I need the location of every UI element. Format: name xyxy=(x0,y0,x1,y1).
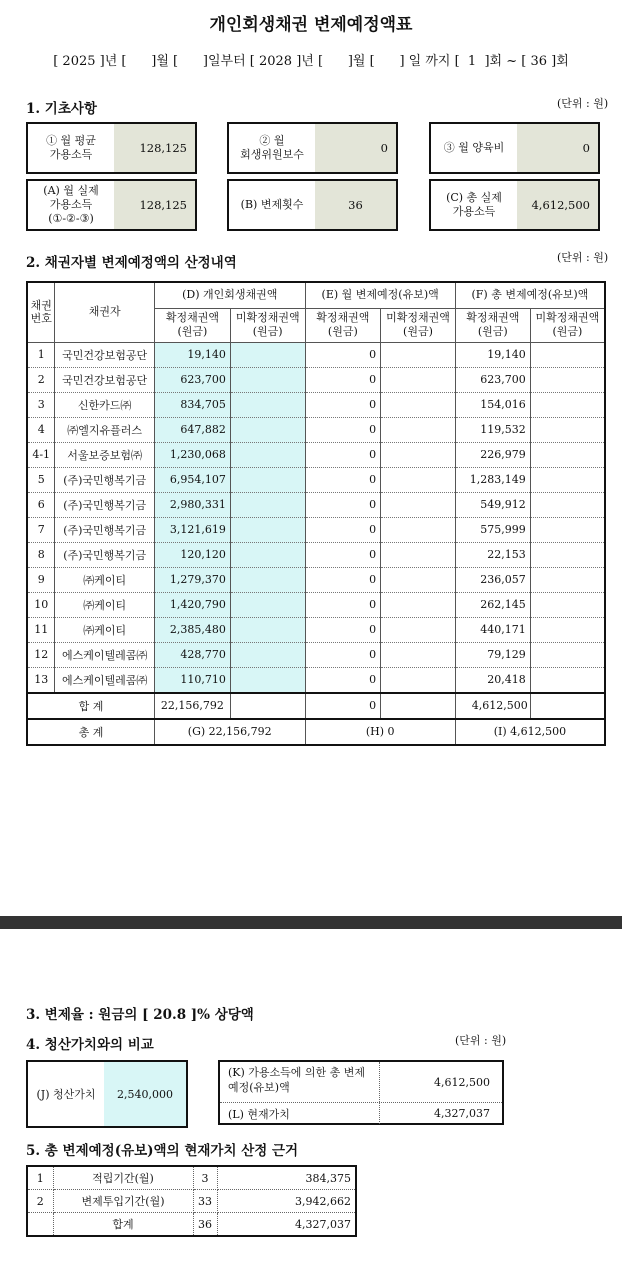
table-row xyxy=(27,492,605,517)
row-creditor: ㈜엘지유플러스 xyxy=(55,417,155,442)
row-no: 5 xyxy=(27,467,55,492)
table-row xyxy=(27,642,605,667)
box-label: ① 월 평균 가용소득 xyxy=(46,133,96,161)
pv-no xyxy=(27,1213,53,1237)
row-no: 9 xyxy=(27,567,55,592)
page-separator xyxy=(0,916,622,929)
box-label: ② 월 회생위원보수 xyxy=(240,133,304,161)
row-creditor: ㈜케이티 xyxy=(55,592,155,617)
row-f-confirmed: 1,283,149 xyxy=(455,467,530,492)
box-value: 4,612,500 xyxy=(517,181,598,229)
pv-no: 1 xyxy=(27,1166,53,1190)
pv-value: 384,375 xyxy=(217,1166,356,1190)
row-f-unconfirmed xyxy=(530,542,605,567)
row-e-confirmed: 0 xyxy=(305,417,381,442)
pv-label: 합계 xyxy=(53,1213,193,1237)
row-f-unconfirmed xyxy=(530,567,605,592)
j-value: 2,540,000 xyxy=(104,1062,186,1126)
table-row xyxy=(27,517,605,542)
row-d-confirmed: 623,700 xyxy=(154,367,230,392)
sum-e: 0 xyxy=(305,693,381,719)
row-f-confirmed: 623,700 xyxy=(455,367,530,392)
row-f-confirmed: 119,532 xyxy=(455,417,530,442)
row-creditor: (주)국민행복기금 xyxy=(55,467,155,492)
row-d-confirmed: 3,121,619 xyxy=(154,517,230,542)
l-label: (L) 현재가치 xyxy=(220,1103,380,1124)
row-creditor: 국민건강보험공단 xyxy=(55,367,155,392)
box-label: (A) 월 실제 가용소득 (①-②-③) xyxy=(43,183,99,226)
row-no: 10 xyxy=(27,592,55,617)
section3-repayment-rate: 3. 변제율 : 원금의 [ 20.8 ]% 상당액 xyxy=(26,1007,254,1023)
row-f-unconfirmed xyxy=(530,492,605,517)
row-f-unconfirmed xyxy=(530,342,605,367)
row-e-unconfirmed xyxy=(381,542,456,567)
row-e-confirmed: 0 xyxy=(305,592,381,617)
row-f-unconfirmed xyxy=(530,517,605,542)
actual-income-box xyxy=(26,179,197,231)
row-creditor: (주)국민행복기금 xyxy=(55,492,155,517)
row-f-confirmed: 440,171 xyxy=(455,617,530,642)
k-value: 4,612,500 xyxy=(434,1075,490,1089)
row-e-confirmed: 0 xyxy=(305,392,381,417)
row-f-confirmed: 154,016 xyxy=(455,392,530,417)
table-row xyxy=(27,1190,356,1213)
row-e-unconfirmed xyxy=(381,567,456,592)
col-header-no: 채권 번호 xyxy=(27,282,55,342)
row-d-unconfirmed xyxy=(230,567,305,592)
repayment-period: [ 2025 ]년 [ ]월 [ ]일부터 [ 2028 ]년 [ ]월 [ ] 일 까지 [ 1 ]회 ~ [ 36 ]회 xyxy=(53,54,569,69)
col-header-unconfirmed: 미확정채권액 (원금) xyxy=(230,308,305,342)
row-d-confirmed: 120,120 xyxy=(154,542,230,567)
child-support-box xyxy=(429,122,600,174)
row-d-confirmed: 2,385,480 xyxy=(154,617,230,642)
row-e-confirmed: 0 xyxy=(305,342,381,367)
row-no: 1 xyxy=(27,342,55,367)
row-creditor: 국민건강보험공단 xyxy=(55,342,155,367)
table-row xyxy=(27,392,605,417)
pv-months: 36 xyxy=(193,1213,217,1237)
row-e-confirmed: 0 xyxy=(305,442,381,467)
row-d-unconfirmed xyxy=(230,492,305,517)
row-e-confirmed: 0 xyxy=(305,467,381,492)
row-d-unconfirmed xyxy=(230,367,305,392)
creditor-table xyxy=(26,281,606,746)
table-row xyxy=(27,467,605,492)
row-d-unconfirmed xyxy=(230,542,305,567)
l-value: 4,327,037 xyxy=(434,1107,490,1120)
row-d-confirmed: 1,279,370 xyxy=(154,567,230,592)
row-f-confirmed: 226,979 xyxy=(455,442,530,467)
row-e-confirmed: 0 xyxy=(305,642,381,667)
row-d-confirmed: 834,705 xyxy=(154,392,230,417)
col-header-e: (E) 월 변제예정(유보)액 xyxy=(305,282,455,308)
row-f-confirmed: 19,140 xyxy=(455,342,530,367)
trustee-fee-box xyxy=(227,122,398,174)
row-e-confirmed: 0 xyxy=(305,617,381,642)
row-e-unconfirmed xyxy=(381,642,456,667)
pv-months: 3 xyxy=(193,1166,217,1190)
present-value-table xyxy=(26,1165,357,1237)
row-no: 13 xyxy=(27,667,55,693)
pv-value: 3,942,662 xyxy=(217,1190,356,1213)
row-f-unconfirmed xyxy=(530,442,605,467)
box-label: ③ 월 양육비 xyxy=(443,140,505,154)
box-value: 0 xyxy=(517,124,598,172)
col-header-f: (F) 총 변제예정(유보)액 xyxy=(455,282,605,308)
total-i: (I) 4,612,500 xyxy=(455,719,605,745)
row-d-confirmed: 1,230,068 xyxy=(154,442,230,467)
row-d-unconfirmed xyxy=(230,417,305,442)
row-d-unconfirmed xyxy=(230,342,305,367)
col-header-unconfirmed: 미확정채권액 (원금) xyxy=(530,308,605,342)
row-e-unconfirmed xyxy=(381,517,456,542)
pv-label: 적립기간(월) xyxy=(53,1166,193,1190)
row-d-unconfirmed xyxy=(230,442,305,467)
row-creditor: 서울보증보험㈜ xyxy=(55,442,155,467)
row-e-confirmed: 0 xyxy=(305,542,381,567)
section4-heading: 4. 청산가치와의 비교 xyxy=(26,1037,154,1053)
section2-heading: 2. 채권자별 변제예정액의 산정내역 xyxy=(26,255,237,271)
row-creditor: (주)국민행복기금 xyxy=(55,542,155,567)
row-f-unconfirmed xyxy=(530,617,605,642)
table-row xyxy=(27,617,605,642)
row-f-confirmed: 236,057 xyxy=(455,567,530,592)
row-e-unconfirmed xyxy=(381,442,456,467)
row-e-unconfirmed xyxy=(381,492,456,517)
total-g: (G) 22,156,792 xyxy=(154,719,305,745)
row-no: 12 xyxy=(27,642,55,667)
table-row xyxy=(27,417,605,442)
row-e-confirmed: 0 xyxy=(305,517,381,542)
box-value: 36 xyxy=(315,181,396,229)
row-d-unconfirmed xyxy=(230,392,305,417)
pv-no: 2 xyxy=(27,1190,53,1213)
k-label: (K) 가용소득에 의한 총 변제 예정(유보)액 xyxy=(220,1062,380,1102)
row-no: 2 xyxy=(27,367,55,392)
box-value: 0 xyxy=(315,124,396,172)
row-f-confirmed: 575,999 xyxy=(455,517,530,542)
row-no: 6 xyxy=(27,492,55,517)
unit-label-1: (단위 : 원) xyxy=(557,97,609,110)
col-header-confirmed: 확정채권액 (원금) xyxy=(455,308,530,342)
row-d-confirmed: 1,420,790 xyxy=(154,592,230,617)
row-d-confirmed: 2,980,331 xyxy=(154,492,230,517)
section1-heading: 1. 기초사항 xyxy=(26,101,97,117)
table-row xyxy=(27,1213,356,1237)
pv-value: 4,327,037 xyxy=(217,1213,356,1237)
monthly-average-income-box xyxy=(26,122,197,174)
section5-heading: 5. 총 변제예정(유보)액의 현재가치 산정 근거 xyxy=(26,1143,299,1159)
col-header-confirmed: 확정채권액 (원금) xyxy=(305,308,381,342)
row-f-unconfirmed xyxy=(530,667,605,693)
row-f-confirmed: 20,418 xyxy=(455,667,530,693)
sum-f-unconfirmed xyxy=(530,693,605,719)
row-e-unconfirmed xyxy=(381,467,456,492)
row-e-unconfirmed xyxy=(381,342,456,367)
unit-label-2: (단위 : 원) xyxy=(557,251,609,264)
col-header-d: (D) 개인회생채권액 xyxy=(154,282,305,308)
box-value: 128,125 xyxy=(114,181,195,229)
sum-row xyxy=(27,693,605,719)
total-income-box xyxy=(429,179,600,231)
row-d-confirmed: 19,140 xyxy=(154,342,230,367)
total-label: 총 계 xyxy=(27,719,154,745)
pv-label: 변제투입기간(월) xyxy=(53,1190,193,1213)
row-no: 3 xyxy=(27,392,55,417)
row-f-unconfirmed xyxy=(530,592,605,617)
row-no: 4 xyxy=(27,417,55,442)
table-row xyxy=(27,1166,356,1190)
row-d-unconfirmed xyxy=(230,517,305,542)
row-e-unconfirmed xyxy=(381,592,456,617)
row-no: 7 xyxy=(27,517,55,542)
box-label: (C) 총 실제 가용소득 xyxy=(446,190,502,218)
row-d-confirmed: 6,954,107 xyxy=(154,467,230,492)
row-no: 8 xyxy=(27,542,55,567)
row-e-unconfirmed xyxy=(381,392,456,417)
row-d-unconfirmed xyxy=(230,642,305,667)
row-f-unconfirmed xyxy=(530,417,605,442)
row-e-unconfirmed xyxy=(381,667,456,693)
sum-d-unconfirmed xyxy=(230,693,305,719)
row-f-confirmed: 549,912 xyxy=(455,492,530,517)
table-row xyxy=(27,592,605,617)
row-creditor: 에스케이텔레콤㈜ xyxy=(55,642,155,667)
row-f-confirmed: 22,153 xyxy=(455,542,530,567)
document-title: 개인회생채권 변제예정액표 xyxy=(209,15,413,35)
liquidation-value-box xyxy=(26,1060,188,1128)
row-e-confirmed: 0 xyxy=(305,667,381,693)
row-no: 11 xyxy=(27,617,55,642)
row-creditor: ㈜케이티 xyxy=(55,567,155,592)
row-f-confirmed: 262,145 xyxy=(455,592,530,617)
row-f-confirmed: 79,129 xyxy=(455,642,530,667)
row-creditor: 신한카드㈜ xyxy=(55,392,155,417)
table-row xyxy=(27,567,605,592)
row-e-confirmed: 0 xyxy=(305,567,381,592)
pv-months: 33 xyxy=(193,1190,217,1213)
row-e-confirmed: 0 xyxy=(305,492,381,517)
row-e-unconfirmed xyxy=(381,367,456,392)
row-d-confirmed: 647,882 xyxy=(154,417,230,442)
row-f-unconfirmed xyxy=(530,367,605,392)
repayment-count-box xyxy=(227,179,398,231)
sum-f: 4,612,500 xyxy=(455,693,530,719)
col-header-creditor: 채권자 xyxy=(55,282,155,342)
col-header-unconfirmed: 미확정채권액 (원금) xyxy=(381,308,456,342)
row-d-unconfirmed xyxy=(230,467,305,492)
row-e-unconfirmed xyxy=(381,417,456,442)
row-f-unconfirmed xyxy=(530,642,605,667)
row-creditor: ㈜케이티 xyxy=(55,617,155,642)
row-no: 4-1 xyxy=(27,442,55,467)
row-d-confirmed: 110,710 xyxy=(154,667,230,693)
box-label: (B) 변제횟수 xyxy=(240,197,304,211)
row-d-unconfirmed xyxy=(230,667,305,693)
row-d-unconfirmed xyxy=(230,592,305,617)
table-row xyxy=(27,367,605,392)
table-row xyxy=(27,667,605,693)
sum-d: 22,156,792 xyxy=(154,693,230,719)
comparison-box xyxy=(218,1060,504,1125)
row-d-unconfirmed xyxy=(230,617,305,642)
row-e-confirmed: 0 xyxy=(305,367,381,392)
table-row xyxy=(27,442,605,467)
total-row xyxy=(27,719,605,745)
table-row xyxy=(27,342,605,367)
row-d-confirmed: 428,770 xyxy=(154,642,230,667)
col-header-confirmed: 확정채권액 (원금) xyxy=(154,308,230,342)
table-row xyxy=(27,542,605,567)
row-f-unconfirmed xyxy=(530,392,605,417)
sum-e-unconfirmed xyxy=(381,693,456,719)
row-e-unconfirmed xyxy=(381,617,456,642)
row-creditor: 에스케이텔레콤㈜ xyxy=(55,667,155,693)
j-label: (J) 청산가치 xyxy=(36,1088,96,1101)
row-creditor: (주)국민행복기금 xyxy=(55,517,155,542)
box-value: 128,125 xyxy=(114,124,195,172)
row-f-unconfirmed xyxy=(530,467,605,492)
unit-label-4: (단위 : 원) xyxy=(455,1034,507,1047)
sum-label: 합 계 xyxy=(27,693,154,719)
total-h: (H) 0 xyxy=(305,719,455,745)
